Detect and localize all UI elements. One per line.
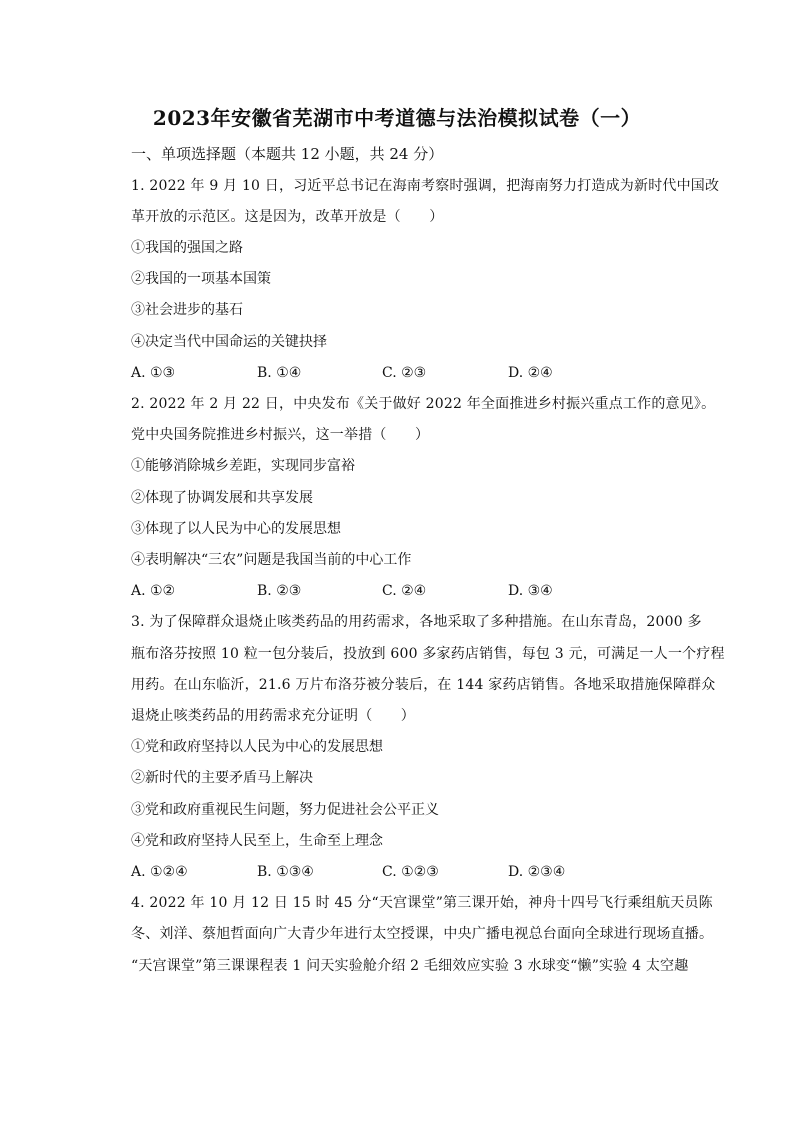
question-3-stem-line-1: 3. 为了保障群众退烧止咳类药品的用药需求，各地采取了多种措施。在山东青岛，2000 多	[131, 614, 702, 630]
question-4-stem-line-1: 4. 2022 年 10 月 12 日 15 时 45 分“天宫课堂”第三课开始，神舟十四号飞行乘组航天员陈	[131, 895, 713, 911]
question-2-option-c[interactable]: C. ②④	[382, 583, 427, 599]
question-1-option-b[interactable]: B. ①④	[257, 365, 302, 381]
question-3-option-c[interactable]: C. ①②③	[382, 864, 439, 880]
question-3-item-3: ③党和政府重视民生问题，努力促进社会公平正义	[131, 802, 439, 818]
question-3-stem-line-2: 瓶布洛芬按照 10 粒一包分装后，投放到 600 多家药店销售，每包 3 元，可满足一人一个疗程	[131, 646, 725, 662]
question-1-item-2: ②我国的一项基本国策	[131, 271, 271, 287]
question-1-item-3: ③社会进步的基石	[131, 302, 243, 318]
question-1-option-c[interactable]: C. ②③	[382, 365, 427, 381]
question-2-option-b[interactable]: B. ②③	[257, 583, 302, 599]
question-3-stem-line-3: 用药。在山东临沂，21.6 万片布洛芬被分装后，在 144 家药店销售。各地采取措施保障群众	[131, 677, 716, 693]
question-2-item-1: ①能够消除城乡差距，实现同步富裕	[131, 458, 355, 474]
question-1-option-a[interactable]: A. ①③	[131, 365, 176, 381]
question-3-option-b[interactable]: B. ①③④	[257, 864, 314, 880]
question-2-stem-line-1: 2. 2022 年 2 月 22 日，中央发布《关于做好 2022 年全面推进乡村振兴重点工作的意见》。	[131, 396, 716, 412]
question-3-item-4: ④党和政府坚持人民至上，生命至上理念	[131, 833, 383, 849]
question-3-item-2: ②新时代的主要矛盾马上解决	[131, 770, 313, 786]
question-3-option-d[interactable]: D. ②③④	[508, 864, 566, 880]
question-3-option-a[interactable]: A. ①②④	[131, 864, 188, 880]
question-2-item-4: ④表明解决“三农”问题是我国当前的中心工作	[131, 552, 412, 568]
question-1-stem-line-1: 1. 2022 年 9 月 10 日，习近平总书记在海南考察时强调，把海南努力打造成为新时代中国改	[131, 178, 720, 194]
question-2-stem-line-2: 党中央国务院推进乡村振兴，这一举措（ ）	[131, 427, 430, 443]
question-1-item-4: ④决定当代中国命运的关键抉择	[131, 334, 327, 350]
question-2-item-3: ③体现了以人民为中心的发展思想	[131, 521, 341, 537]
question-1-item-1: ①我国的强国之路	[131, 240, 243, 256]
question-3-stem-line-4: 退烧止咳类药品的用药需求充分证明（ ）	[131, 708, 415, 724]
question-4-stem-line-2: 冬、刘洋、蔡旭哲面向广大青少年进行太空授课，中央广播电视总台面向全球进行现场直播。	[131, 926, 714, 942]
exam-title: 2023年安徽省芜湖市中考道德与法治模拟试卷（一）	[152, 106, 642, 130]
question-2-item-2: ②体现了协调发展和共享发展	[131, 490, 313, 506]
question-1-option-d[interactable]: D. ②④	[508, 365, 553, 381]
question-2-option-a[interactable]: A. ①②	[131, 583, 176, 599]
question-1-stem-line-2: 革开放的示范区。这是因为，改革开放是（ ）	[131, 209, 444, 225]
section-heading: 一、单项选择题（本题共 12 小题，共 24 分）	[131, 145, 444, 163]
question-4-stem-line-3: “天宫课堂”第三课课程表 1 问天实验舱介绍 2 毛细效应实验 3 水球变“懒”实验 4 太空趣	[131, 958, 689, 974]
question-2-option-d[interactable]: D. ③④	[508, 583, 553, 599]
question-3-item-1: ①党和政府坚持以人民为中心的发展思想	[131, 739, 383, 755]
